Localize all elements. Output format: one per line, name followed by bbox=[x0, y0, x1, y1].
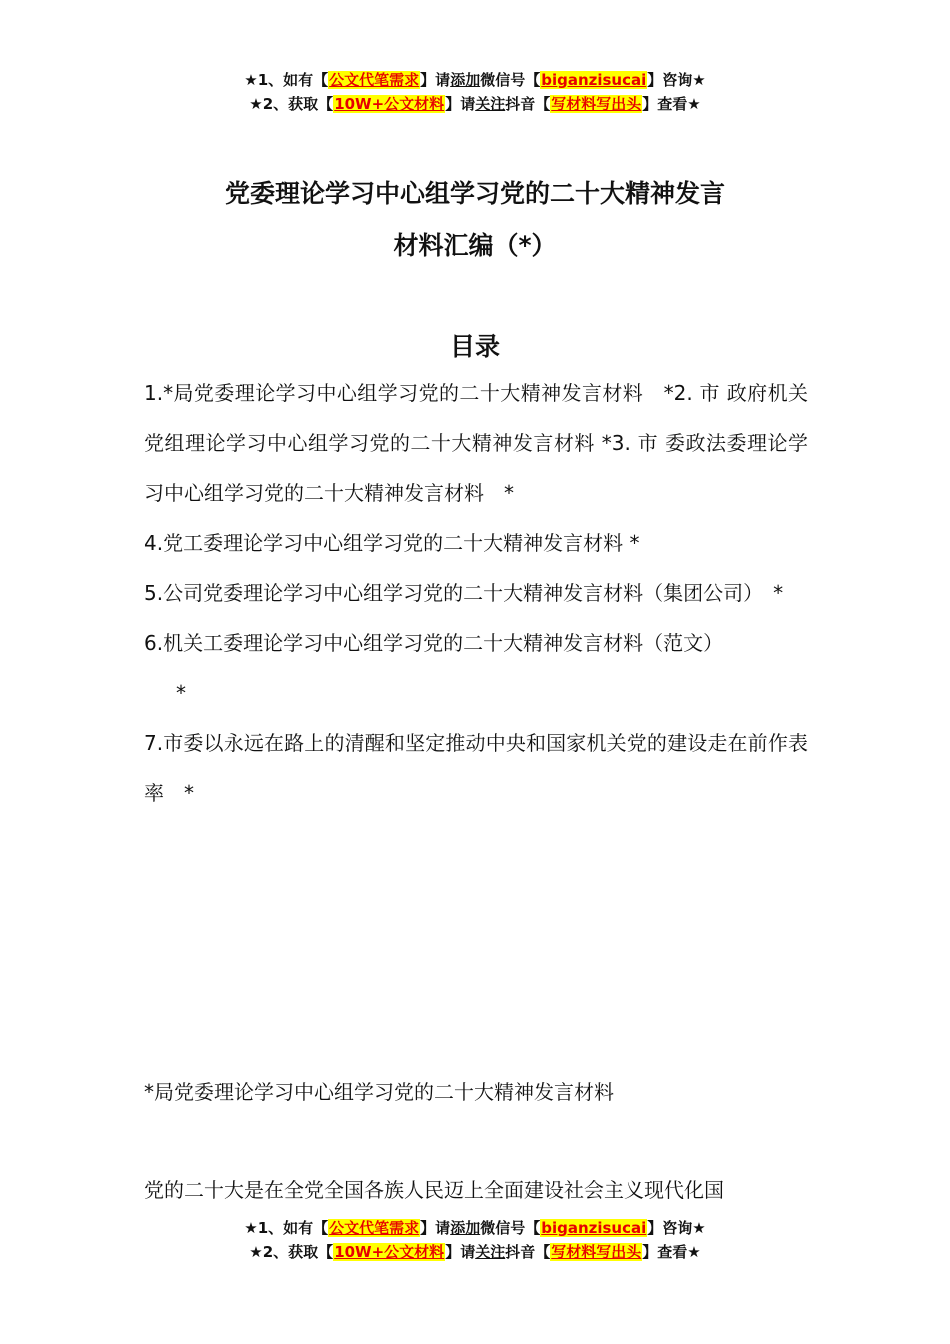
banner-line-2 bbox=[0, 1240, 950, 1264]
toc-entry-4[interactable]: 4.党工委理论学习中心组学习党的二十大精神发言材料 * bbox=[144, 531, 640, 555]
banner-text: ★2、获取【 bbox=[249, 95, 334, 113]
document-title-line-1: 党委理论学习中心组学习党的二十大精神发言 bbox=[224, 179, 725, 208]
toc-entry-6[interactable]: 6.机关工委理论学习中心组学习党的二十大精神发言材料（范文） bbox=[144, 631, 724, 655]
toc-entry-5[interactable]: 5.公司党委理论学习中心组学习党的二十大精神发言材料（集团公司） * bbox=[144, 581, 784, 605]
document-title-line-2: 材料汇编（*） bbox=[393, 231, 557, 260]
banner-text: 】咨询★ bbox=[647, 71, 706, 89]
toc-heading: 目录 bbox=[449, 332, 500, 361]
toc-entry-1-3[interactable]: 1.*局党委理论学习中心组学习党的二十大精神发言材料 *2. 市 政府机关党组理论学习中心组学习党的二十大精神发言材料 *3. 市 委政法委理论学习中心组学习党的二十大精神发言材料 * bbox=[144, 381, 808, 505]
banner-line-2 bbox=[0, 92, 950, 116]
toc-entry-6-marker: * bbox=[176, 681, 186, 705]
banner-text: 】咨询★ bbox=[647, 1219, 706, 1237]
header-banner bbox=[0, 68, 950, 116]
banner-highlight: 公文代笔需求 bbox=[329, 71, 420, 89]
banner-wechat-id: biganzisucai bbox=[541, 71, 647, 89]
banner-wechat-id: biganzisucai bbox=[541, 1219, 647, 1237]
banner-highlight: 公文代笔需求 bbox=[329, 1219, 420, 1237]
banner-line-1 bbox=[0, 1216, 950, 1240]
banner-text: 抖音【 bbox=[505, 1243, 551, 1261]
banner-text: 】请 bbox=[420, 71, 451, 89]
toc-entry-7[interactable]: 7.市委以永远在路上的清醒和坚定推动中央和国家机关党的建设走在前作表率 * bbox=[144, 731, 808, 805]
footer-banner bbox=[0, 1216, 950, 1264]
banner-text: 微信号【 bbox=[480, 71, 541, 89]
table-of-contents bbox=[144, 368, 808, 818]
banner-text: ★2、获取【 bbox=[249, 1243, 334, 1261]
body-paragraph: 党的二十大是在全党全国各族人民迈上全面建设社会主义现代化国 bbox=[144, 1178, 724, 1202]
banner-text: 】请 bbox=[420, 1219, 451, 1237]
banner-underlined: 添加 bbox=[450, 71, 481, 89]
banner-underlined: 关注 bbox=[475, 95, 506, 113]
banner-underlined: 关注 bbox=[475, 1243, 506, 1261]
banner-douyin-id: 写材料写出头 bbox=[551, 95, 642, 113]
section-title: *局党委理论学习中心组学习党的二十大精神发言材料 bbox=[144, 1080, 614, 1104]
banner-text: 】请 bbox=[445, 1243, 476, 1261]
banner-line-1 bbox=[0, 68, 950, 92]
banner-text: 】查看★ bbox=[642, 95, 701, 113]
banner-douyin-id: 写材料写出头 bbox=[551, 1243, 642, 1261]
banner-text: 抖音【 bbox=[505, 95, 551, 113]
banner-text: 】请 bbox=[445, 95, 476, 113]
banner-underlined: 添加 bbox=[450, 1219, 481, 1237]
banner-text: 微信号【 bbox=[480, 1219, 541, 1237]
banner-text: 】查看★ bbox=[642, 1243, 701, 1261]
banner-text: ★1、如有【 bbox=[244, 1219, 329, 1237]
banner-highlight: 10W+公文材料 bbox=[334, 95, 445, 113]
banner-highlight: 10W+公文材料 bbox=[334, 1243, 445, 1261]
banner-text: ★1、如有【 bbox=[244, 71, 329, 89]
